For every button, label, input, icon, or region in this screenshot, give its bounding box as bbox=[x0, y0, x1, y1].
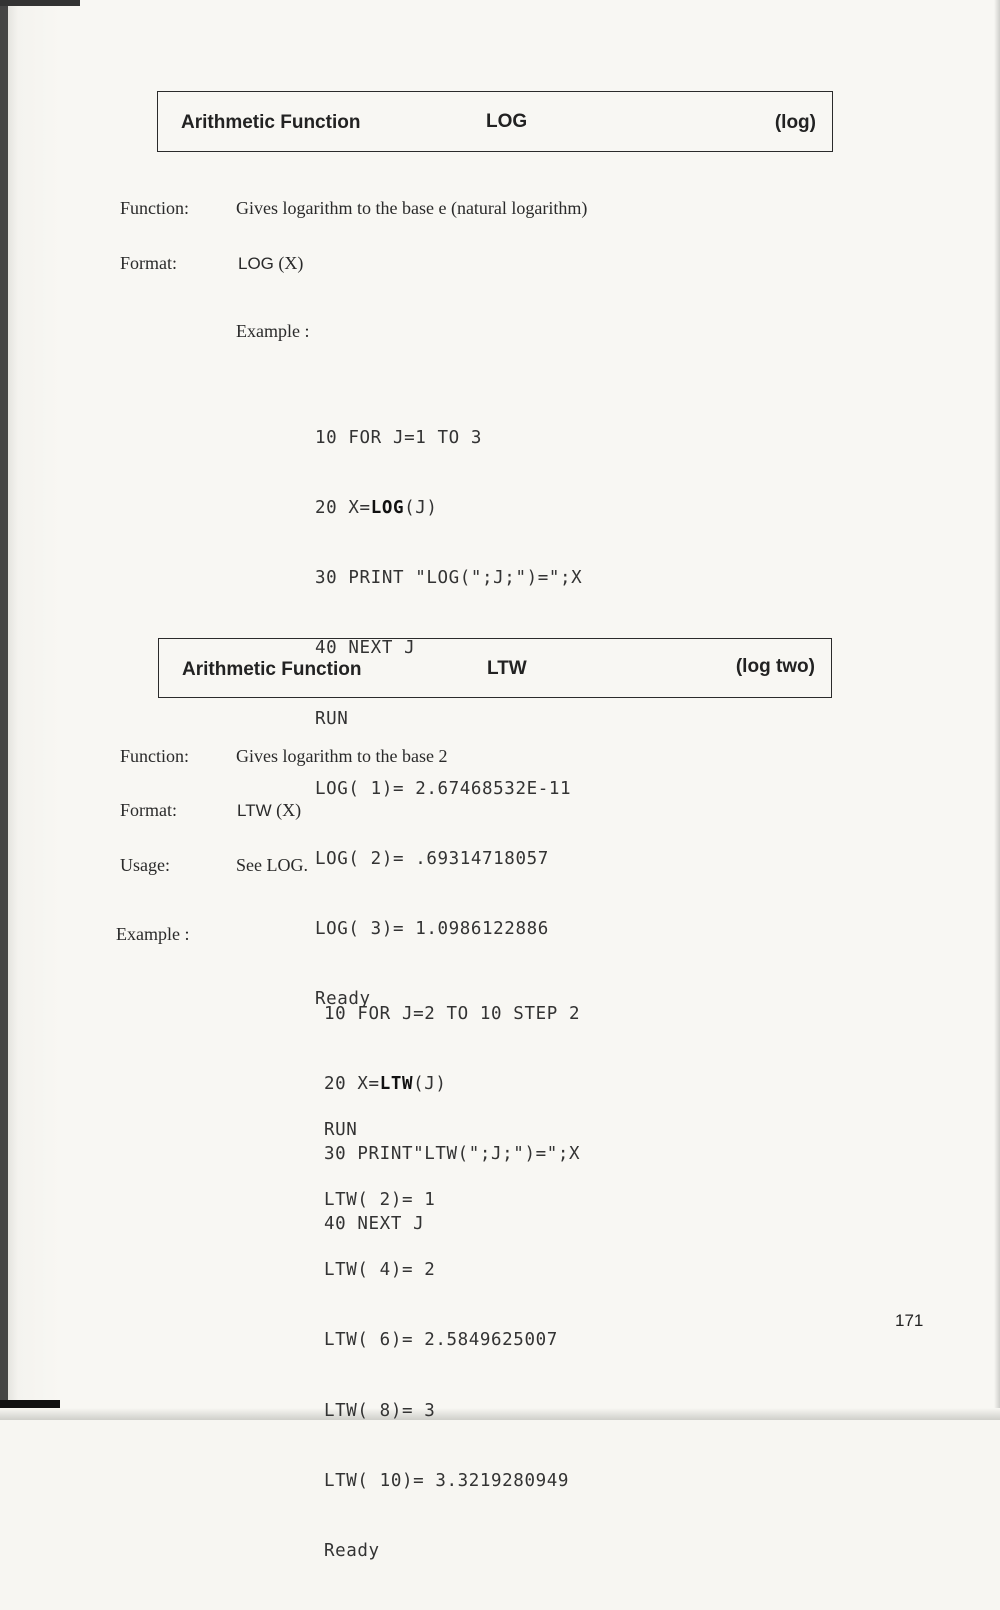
output-line: Ready bbox=[324, 1541, 380, 1562]
example-label: Example : bbox=[116, 924, 190, 944]
header-keyword: LOG bbox=[486, 111, 528, 132]
format-syntax bbox=[238, 253, 303, 274]
format-label: Format: bbox=[120, 800, 177, 820]
code-line: 30 PRINT "LOG(";J;")=";X bbox=[315, 568, 583, 589]
output-line: LOG( 2)= .69314718057 bbox=[315, 849, 549, 870]
log-header-box bbox=[157, 91, 833, 152]
output-line: RUN bbox=[315, 708, 349, 729]
code-line: 10 FOR J=1 TO 3 bbox=[315, 427, 483, 448]
usage-text: See LOG. bbox=[236, 855, 308, 875]
code-line: 20 X=LTW(J) bbox=[324, 1074, 447, 1095]
code-line: 10 FOR J=2 TO 10 STEP 2 bbox=[324, 1003, 581, 1024]
ltw-example-output bbox=[324, 1072, 569, 1610]
header-meaning: (log two) bbox=[735, 656, 815, 677]
header-meaning: (log) bbox=[774, 112, 816, 133]
output-line: LOG( 1)= 2.67468532E-11 bbox=[315, 778, 572, 799]
page-number: 171 bbox=[895, 1311, 924, 1330]
code-line: 30 PRINT"LTW(";J;")=";X bbox=[324, 1144, 581, 1165]
output-line: LTW( 8)= 3 bbox=[324, 1400, 436, 1421]
format-keyword: LTW bbox=[237, 801, 272, 820]
output-line: LOG( 3)= 1.0986122886 bbox=[315, 919, 549, 940]
usage-label: Usage: bbox=[120, 855, 170, 875]
code-line: 20 X=LOG(J) bbox=[315, 498, 438, 519]
format-syntax bbox=[237, 800, 301, 821]
output-line: LTW( 10)= 3.3219280949 bbox=[324, 1470, 569, 1491]
header-category: Arithmetic Function bbox=[182, 659, 362, 680]
function-label: Function: bbox=[120, 198, 190, 218]
function-label: Function: bbox=[120, 746, 190, 766]
binding-mark-top bbox=[0, 0, 80, 6]
ltw-header-box bbox=[158, 638, 832, 698]
output-line: LTW( 4)= 2 bbox=[324, 1260, 436, 1281]
format-label: Format: bbox=[120, 253, 177, 273]
page-edge-right bbox=[994, 0, 1000, 1420]
book-spine-shadow bbox=[0, 0, 8, 1420]
format-argument: (X) bbox=[278, 253, 304, 273]
output-line: LTW( 2)= 1 bbox=[324, 1190, 436, 1211]
header-category: Arithmetic Function bbox=[181, 112, 361, 133]
code-line: 40 NEXT J bbox=[315, 638, 416, 659]
format-keyword: LOG bbox=[238, 254, 274, 273]
output-line: Ready bbox=[315, 989, 371, 1010]
code-line: 40 NEXT J bbox=[324, 1214, 425, 1235]
output-line: RUN bbox=[324, 1119, 358, 1140]
function-description: Gives logarithm to the base 2 bbox=[236, 746, 448, 766]
output-line: LTW( 6)= 2.5849625007 bbox=[324, 1330, 558, 1351]
format-argument: (X) bbox=[276, 800, 302, 820]
example-label: Example : bbox=[236, 321, 310, 341]
function-description: Gives logarithm to the base e (natural logarithm) bbox=[236, 198, 588, 218]
header-keyword: LTW bbox=[487, 658, 527, 679]
